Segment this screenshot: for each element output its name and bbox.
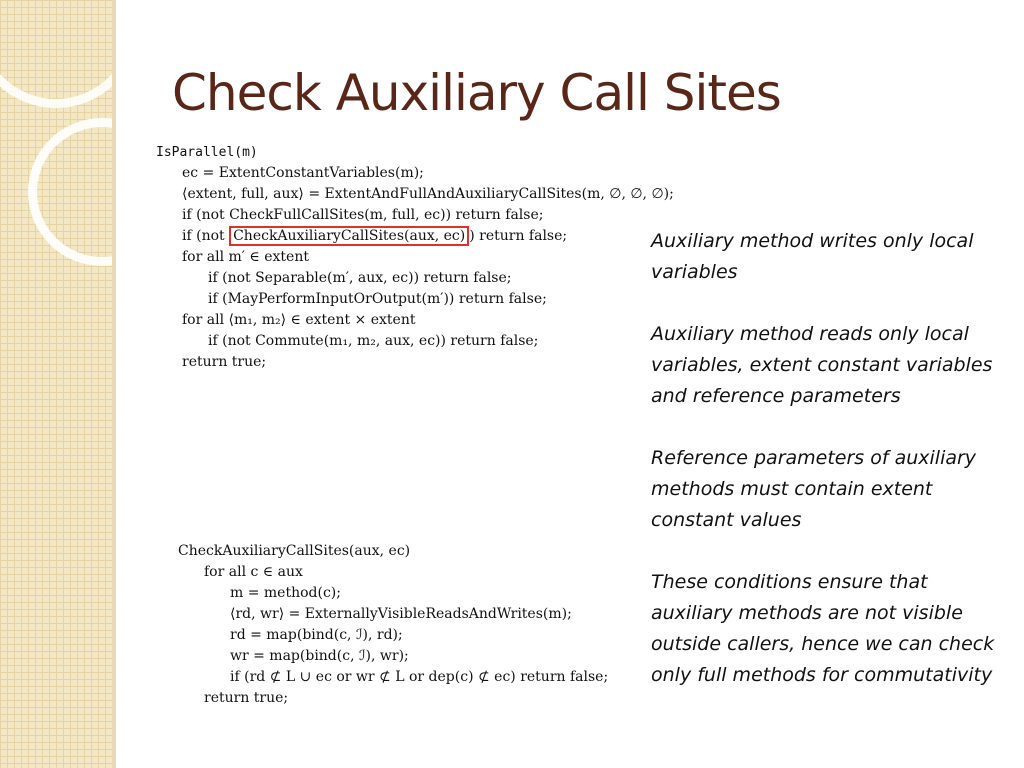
- code-line: if (MayPerformInputOrOutput(m′)) return false;: [208, 291, 547, 307]
- code-line: m = method(c);: [230, 585, 341, 601]
- slide-title: Check Auxiliary Call Sites: [172, 64, 781, 122]
- code-line: for all c ∈ aux: [204, 564, 303, 580]
- code-line: ⟨rd, wr⟩ = ExternallyVisibleReadsAndWrites(m);: [230, 606, 572, 622]
- highlight-box: CheckAuxiliaryCallSites(aux, ec): [229, 226, 469, 246]
- note-paragraph: Reference parameters of auxiliary methods must contain extent constant values: [651, 447, 977, 531]
- decorative-circle: [0, 0, 140, 108]
- code-line: if (not CheckFullCallSites(m, full, ec)) return false;: [182, 207, 544, 223]
- notes-panel: [651, 226, 1001, 722]
- code-line: if (not Separable(m′, aux, ec)) return false;: [208, 270, 512, 286]
- code-line: ec = ExtentConstantVariables(m);: [182, 165, 424, 181]
- strip-edge: [112, 0, 116, 768]
- code-fragment: if (not: [182, 228, 230, 244]
- algorithm-isparallel: [156, 142, 674, 373]
- code-fragment: ) return false;: [469, 228, 568, 244]
- code-line: for all m′ ∈ extent: [182, 249, 309, 265]
- algorithm-checkauxiliarycallsites: [178, 541, 638, 709]
- code-line: rd = map(bind(c, ℐ), rd);: [230, 627, 403, 643]
- code-line: IsParallel(m): [156, 145, 258, 160]
- code-line: for all ⟨m₁, m₂⟩ ∈ extent × extent: [182, 312, 416, 328]
- code-line: [156, 226, 656, 247]
- note-paragraph: Auxiliary method writes only local variables: [651, 230, 974, 283]
- code-line: ⟨extent, full, aux⟩ = ExtentAndFullAndAuxiliaryCallSites(m, ∅, ∅, ∅);: [182, 186, 674, 202]
- code-line: wr = map(bind(c, ℐ), wr);: [230, 648, 409, 664]
- decorative-circle: [28, 118, 176, 266]
- code-line: CheckAuxiliaryCallSites(aux, ec): [178, 543, 411, 559]
- note-paragraph: These conditions ensure that auxiliary methods are not visible outside callers, hence we can check only full methods for commutativity: [651, 571, 995, 686]
- code-line: if (not Commute(m₁, m₂, aux, ec)) return false;: [208, 333, 539, 349]
- note-paragraph: Auxiliary method reads only local variables, extent constant variables and reference parameters: [651, 323, 993, 407]
- code-line: if (rd ⊄ L ∪ ec or wr ⊄ L or dep(c) ⊄ ec) return false;: [230, 669, 609, 685]
- code-line: return true;: [204, 690, 289, 706]
- decorative-left-strip: [0, 0, 112, 768]
- code-line: return true;: [182, 354, 267, 370]
